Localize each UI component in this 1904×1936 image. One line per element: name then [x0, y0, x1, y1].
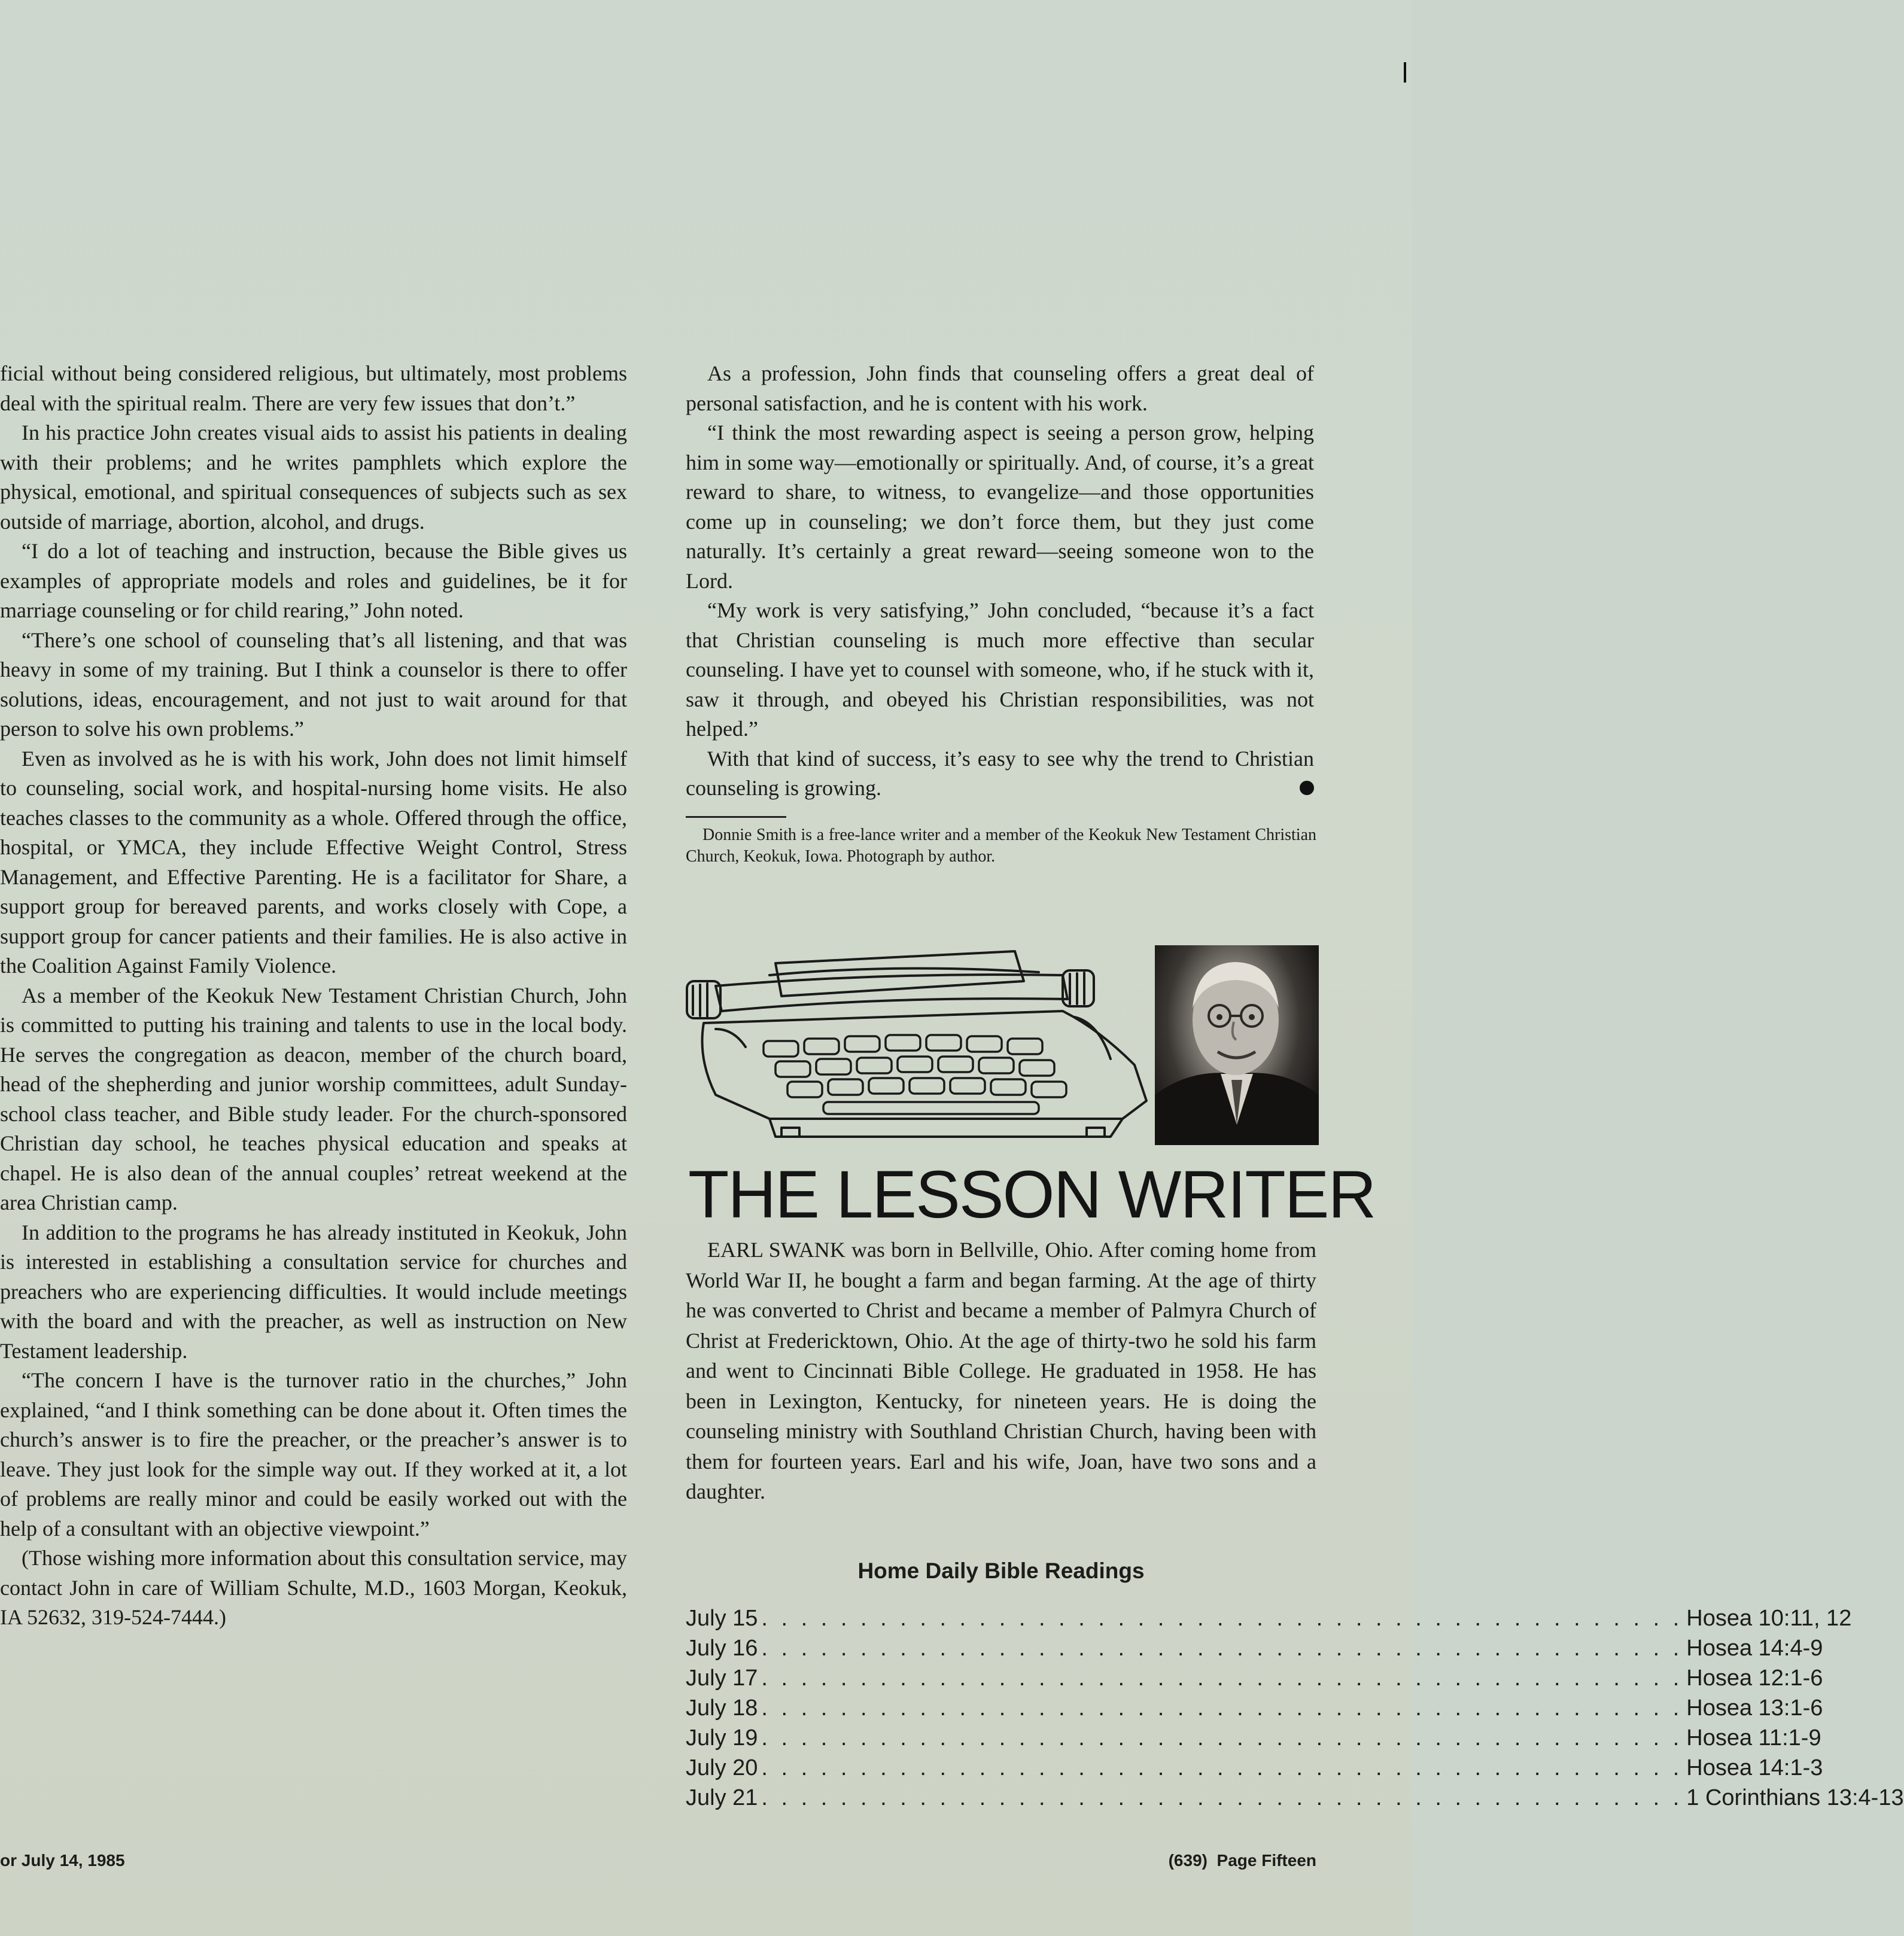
- paragraph-text: With that kind of success, it’s easy to see why the trend to Christian counseling is growing.: [686, 746, 1314, 800]
- end-of-article-bullet: [1300, 781, 1314, 795]
- readings-list: [686, 1603, 1904, 1813]
- page-edge-mark: [1404, 62, 1406, 83]
- lesson-writer-bio: EARL SWANK was born in Bellville, Ohio. After coming home from World War II, he bought a farm and began farming. At the age of thirty he was converted to Christ and became a member of Palmyra Church of Christ at Fredericktown, Ohio. At the age of thirty-two he sold his farm and went to Cincinnati Bible College. He graduated in 1958. He has been in Lexington, Kentucky, for nineteen years. He is doing the counseling ministry with Southland Christian Church, having been with them for fourteen years. Earl and his wife, Joan, have two sons and a daughter.: [686, 1238, 1316, 1503]
- reading-reference: Hosea 14:4-9: [1686, 1636, 1823, 1661]
- paragraph: In his practice John creates visual aids to assist his patients in dealing with their problems; and he writes pamphlets which explore the physical, emotional, and spiritual consequences of subjects such as sex outside of marriage, abortion, alcohol, and drugs.: [0, 421, 627, 534]
- paragraph: (Those wishing more information about this consultation service, may contact John in care of William Schulte, M.D., 1603 Morgan, Keokuk, IA 52632, 319-524-7444.): [0, 1546, 627, 1629]
- left-column: [0, 359, 627, 1633]
- reading-reference: Hosea 12:1-6: [1686, 1666, 1823, 1691]
- paragraph: “There’s one school of counseling that’s all listening, and that was heavy in some of my training. But I think a counselor is there to offer solutions, ideas, encouragement, and not just to wait around for that person to solve his own problems.”: [0, 628, 627, 741]
- reading-date: July 20: [686, 1755, 758, 1780]
- portrait-figure: [1155, 945, 1319, 1145]
- paragraph: “I do a lot of teaching and instruction, because the Bible gives us examples of appropriate models and roles and guidelines, be it for marriage counseling or for child rearing,” John noted.: [0, 539, 627, 622]
- reading-date: July 21: [686, 1785, 758, 1810]
- reading-reference: Hosea 13:1-6: [1686, 1695, 1823, 1721]
- reading-date: July 17: [686, 1666, 758, 1691]
- reading-reference: Hosea 11:1-9: [1686, 1725, 1821, 1751]
- author-portrait-photo: [1155, 945, 1319, 1145]
- readings-title: Home Daily Bible Readings: [857, 1558, 1145, 1583]
- paragraph: As a profession, John finds that counseling offers a great deal of personal satisfaction, and he is content with his work.: [686, 361, 1314, 415]
- right-column: [686, 359, 1314, 803]
- dot-leader: . . . . . . . . . . . . . . . . . . . . . . . . . . . . . . . . . . . . . . . . . . . . . . .: [761, 1695, 1683, 1721]
- reading-date: July 16: [686, 1636, 758, 1661]
- dot-leader: . . . . . . . . . . . . . . . . . . . . . . . . . . . . . . . . . . . . . . . . . . . . . . .: [761, 1725, 1683, 1751]
- footer-page-number: (639) Page Fifteen: [1168, 1851, 1316, 1870]
- reading-row: [686, 1723, 1821, 1753]
- reading-date: July 19: [686, 1725, 758, 1751]
- reading-reference: Hosea 10:11, 12: [1686, 1606, 1852, 1631]
- reading-row: [686, 1603, 1852, 1633]
- reading-date: July 18: [686, 1695, 758, 1721]
- paragraph: As a member of the Keokuk New Testament Christian Church, John is committed to putting his training and talents to use in the local body. He serves the congregation as deacon, member of the church board, head of the shepherding and junior worship committees, adult Sunday-school class teacher, and Bible study leader. For the church-sponsored Christian day school, he teaches physical education and speaks at chapel. He is also dean of the annual couples’ retreat weekend at the area Christian camp.: [0, 983, 627, 1214]
- paragraph: “My work is very satisfying,” John concluded, “because it’s a fact that Christian counseling is much more effective than secular counseling. I have yet to counsel with someone, who, if he stuck with it, saw it through, and obeyed his Christian responsibilities, was not helped.”: [686, 598, 1314, 741]
- dot-leader: . . . . . . . . . . . . . . . . . . . . . . . . . . . . . . . . . . . . . . . . . . . . . . .: [761, 1606, 1683, 1631]
- footer-date: or July 14, 1985: [0, 1851, 125, 1870]
- reading-row: [686, 1693, 1823, 1723]
- reading-row: [686, 1663, 1823, 1693]
- dot-leader: . . . . . . . . . . . . . . . . . . . . . . . . . . . . . . . . . . . . . . . . . . . . . . .: [761, 1785, 1683, 1810]
- paragraph: In addition to the programs he has already instituted in Keokuk, John is interested in establishing a consultation service for churches and preachers who are experiencing difficulties. It would include meetings with the board and with the preacher, as well as instruction on New Testament leadership.: [0, 1220, 627, 1363]
- reading-date: July 15: [686, 1606, 758, 1631]
- dot-leader: . . . . . . . . . . . . . . . . . . . . . . . . . . . . . . . . . . . . . . . . . . . . . . .: [761, 1755, 1683, 1780]
- reading-row: [686, 1753, 1823, 1783]
- paragraph: Even as involved as he is with his work, John does not limit himself to counseling, social work, and hospital-nursing home visits. He also teaches classes to the community as a whole. Offered through the office, hospital, or YMCA, they include Effective Weight Control, Stress Management, and Effective Parenting. He is a facilitator for Share, a support group for bereaved parents, and works closely with Cope, a support group for cancer patients and their families. He is also active in the Coalition Against Family Violence.: [0, 746, 627, 978]
- dot-leader: . . . . . . . . . . . . . . . . . . . . . . . . . . . . . . . . . . . . . . . . . . . . . . .: [761, 1636, 1683, 1661]
- typewriter-illustration: [680, 939, 1135, 1149]
- paragraph: “The concern I have is the turnover ratio in the churches,” John explained, “and I think something can be done about it. Often times the church’s answer is to fire the preacher, or the preacher’s answer is to leave. They just look for the simple way out. If they worked at it, a lot of problems are really minor and could be easily worked out with the help of a consultant with an objective viewpoint.”: [0, 1368, 627, 1541]
- dot-leader: . . . . . . . . . . . . . . . . . . . . . . . . . . . . . . . . . . . . . . . . . . . . . . .: [761, 1666, 1683, 1691]
- author-credit: Donnie Smith is a free-lance writer and a member of the Keokuk New Testament Christian Church, Keokuk, Iowa. Photograph by author.: [686, 826, 1316, 866]
- reading-row: [686, 1633, 1823, 1663]
- paragraph-final: [686, 744, 1314, 803]
- reading-reference: 1 Corinthians 13:4-13: [1686, 1785, 1904, 1810]
- reading-row: [686, 1783, 1904, 1813]
- paragraph: ficial without being considered religious, but ultimately, most problems deal with the spiritual realm. There are very few issues that don’t.”: [0, 361, 627, 415]
- credit-divider: [686, 816, 786, 818]
- article-headline: THE LESSON WRITER: [688, 1157, 1376, 1232]
- reading-reference: Hosea 14:1-3: [1686, 1755, 1823, 1780]
- paragraph: “I think the most rewarding aspect is seeing a person grow, helping him in some way—emotionally or spiritually. And, of course, it’s a great reward to share, to witness, to evangelize—and those opportunities come up in counseling; we don’t force them, but they just come naturally. It’s certainly a great reward—seeing someone won to the Lord.: [686, 421, 1314, 593]
